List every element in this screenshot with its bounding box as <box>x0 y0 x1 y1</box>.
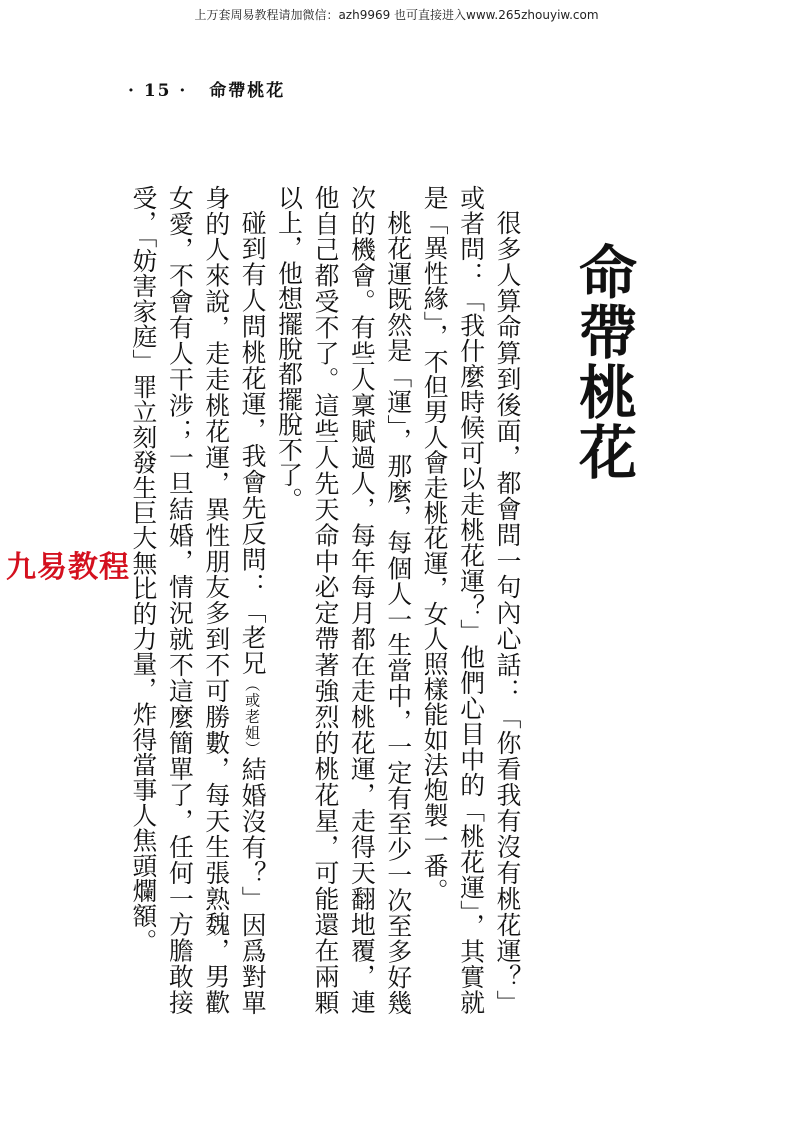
paragraph-1: 很多人算命算到後面，都會問一句內心話：「你看我有沒有桃花運？」或者問：「我什麼時候可以走桃花運？」他們心目中的「桃花運」，其實就是「異性緣」，不但男人會走桃花運，女人照樣能如法炮製一番。 <box>420 185 522 1015</box>
page-header <box>128 76 285 101</box>
paragraph-2: 桃花運既然是「運」，那麼，每個人一生當中，一定有至少一次至多好幾次的機會。有些人稟賦過人，每年每月都在走桃花運，走得天翻地覆，連他自己都受不了。這些人先天命中必定帶著強烈的桃花星，可能還在兩顆以上，他想擺脫都擺脫不了。 <box>274 185 413 1015</box>
watermark-logo: 九易教程 <box>6 550 130 585</box>
body-text <box>125 185 525 1015</box>
running-title: 命帶桃花 <box>209 81 286 101</box>
top-banner: 上万套周易教程请加微信：azh9969 也可直接进入www.265zhouyiw.com <box>194 8 599 22</box>
paragraph-3-part-2: 結婚沒有？」因爲對單身的人來說，走走桃花運，異性朋友多到不可勝數，每天生張熟魏，男歡女愛，不會有人干涉；一旦結婚，情況就不這麼簡單了，任何一方膽敢接受，「妨害家庭」罪立刻發生巨大無比的力量，炸得當事人焦頭爛額。 <box>128 185 268 1015</box>
paragraph-3-part-1: 碰到有人問桃花運，我會先反問：「老兄 <box>238 209 268 677</box>
paragraph-3 <box>125 185 271 1015</box>
inline-note: （或老姐） <box>243 676 262 757</box>
page-number: · 15 · <box>128 81 188 101</box>
chapter-title: 命帶桃花 <box>569 242 637 482</box>
